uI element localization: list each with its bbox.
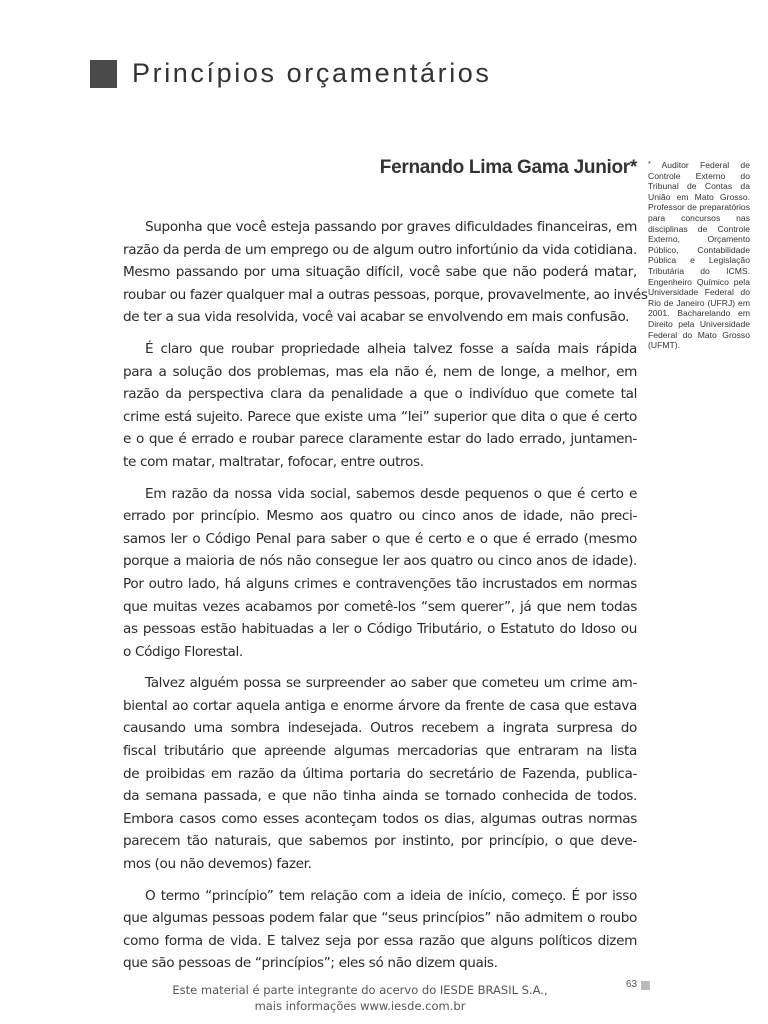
text-line: de proibidas em razão da última portaria do secretário de Fazenda, publica- xyxy=(123,765,637,782)
page-marker-square-icon xyxy=(641,981,650,990)
author-footnote xyxy=(648,160,750,351)
text-line: Talvez alguém possa se surpreender ao saber que cometeu um crime am- xyxy=(145,675,637,692)
text-line: parecem tão naturais, que sabemos por instinto, por princípio, o que deve- xyxy=(123,833,637,850)
text-line: e o que é errado e roubar parece claramente estar do lado errado, juntamen- xyxy=(123,431,637,448)
footnote-text: Auditor Federal de Controle Externo do Tribunal de Contas da União em Mato Grosso. Professor de preparatórios para concursos nas disciplinas de Controle Externo, Orçamento Público, Contabilidade Pública e Legislação Tributária do ICMS. Engenheiro Químico pela Universidade Federal do Rio de Janeiro (UFRJ) em 2001. Bacharelando em Direito pela Universidade Federal do Mato Grosso (UFMT). xyxy=(648,160,750,351)
text-line: Suponha que você esteja passando por graves dificuldades financeiras, em xyxy=(145,219,637,235)
text-line: te com matar, maltratar, fofocar, entre outros. xyxy=(123,453,424,470)
author-name: Fernando Lima Gama Junior* xyxy=(379,157,637,178)
text-line: fiscal tributário que apreende algumas mercadorias que entraram na lista xyxy=(123,743,637,760)
text-line: mos (ou não devemos) fazer. xyxy=(123,856,312,873)
footer-line-2: mais informações www.iesde.com.br xyxy=(254,999,466,1013)
text-line: de ter a sua vida resolvida, você vai acabar se envolvendo em mais confusão. xyxy=(123,309,630,326)
footnote-marker: * xyxy=(648,161,651,168)
text-line: porque a maioria de nós não consegue ler aos quatro ou cinco anos de idade). xyxy=(123,553,637,570)
paragraph xyxy=(123,483,637,664)
text-line: crime está sujeito. Parece que existe uma “lei” superior que dita o que é certo xyxy=(123,408,637,425)
text-line: o Código Florestal. xyxy=(123,643,243,660)
text-line: biental ao cortar aquela antiga e enorme árvore da frente de casa que estava xyxy=(123,697,637,714)
paragraph xyxy=(123,672,637,875)
text-line: razão da perda de um emprego ou de algum outro infortúnio da vida cotidiana. xyxy=(123,241,637,258)
text-line: da semana passada, e que não tinha ainda se tornado conhecida de todos. xyxy=(123,788,637,805)
text-line: que algumas pessoas podem falar que “seus princípios” não admitem o roubo xyxy=(123,910,637,927)
title-square-icon xyxy=(90,60,117,88)
text-line: para a solução dos problemas, mas ela não é, nem de longe, a melhor, em xyxy=(123,363,637,380)
text-line: que muitas vezes acabamos por cometê-los “sem querer”, já que nem todas xyxy=(123,598,637,615)
body-text xyxy=(123,216,648,984)
text-line: O termo “princípio” tem relação com a ideia de início, começo. É por isso xyxy=(145,887,637,904)
text-line: Mesmo passando por uma situação difícil, você sabe que não poderá matar, xyxy=(123,264,637,281)
text-line: É claro que roubar propriedade alheia talvez fosse a saída mais rápida xyxy=(145,340,637,357)
paragraph xyxy=(123,216,648,329)
text-line: as pessoas estão habituadas a ler o Código Tributário, o Estatuto do Idoso ou xyxy=(123,621,637,638)
text-line: Em razão da nossa vida social, sabemos desde pequenos o que é certo e xyxy=(145,485,637,502)
paragraph xyxy=(123,885,637,975)
page-number: 63 xyxy=(626,979,638,990)
text-line: razão da perspectiva clara da penalidade a que o indivíduo que comete tal xyxy=(123,386,637,403)
text-line: Embora casos como esses aconteçam todos os dias, algumas outras normas xyxy=(123,810,637,827)
footer-line-1: Este material é parte integrante do acervo do IESDE BRASIL S.A., xyxy=(172,983,548,997)
text-line: errado por princípio. Mesmo aos quatro ou cinco anos de idade, não preci- xyxy=(123,508,637,525)
paragraph xyxy=(123,338,637,474)
text-line: que são pessoas de “princípios”; eles só não dizem quais. xyxy=(123,955,498,972)
text-line: samos ler o Código Penal para saber o que é certo e o que é errado (mesmo xyxy=(123,530,637,547)
text-line: roubar ou fazer qualquer mal a outras pessoas, porque, provavelmente, ao invés xyxy=(123,286,648,303)
text-line: causando uma sombra indesejada. Outros recebem a ingrata surpresa do xyxy=(123,720,637,737)
text-line: Por outro lado, há alguns crimes e contravenções tão incrustados em normas xyxy=(123,575,637,592)
chapter-title: Princípios orçamentários xyxy=(132,58,492,88)
text-line: como forma de vida. E talvez seja por essa razão que alguns políticos dizem xyxy=(123,932,637,949)
footer xyxy=(150,982,570,1014)
